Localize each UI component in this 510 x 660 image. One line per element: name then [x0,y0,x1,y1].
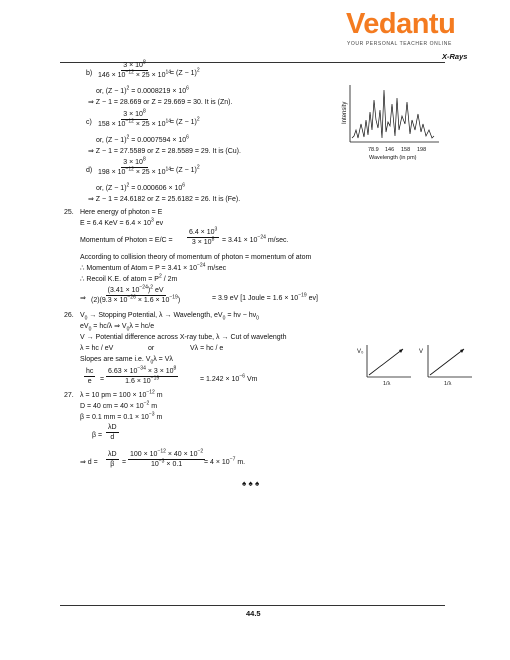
part-d-fraction [96,156,173,176]
spectrum-ylabel: Intensity [342,101,348,124]
chapter-title: X-Rays [442,52,468,61]
part-d-line2: or, $(Z - 1)^2 = 0.000606 \times 10^6$ [96,182,186,192]
part-c-label: c) [86,119,92,126]
q27-d-numerator1: λD [108,451,117,458]
q27-d-denominator2: $10^{-3} \times 0.1$ [150,458,183,468]
q27-line2: D = 40 cm = $40 \times 10^{-2}$ m [80,400,158,410]
footer-rule [60,605,445,606]
spectrum-xlabel: Wavelength (in pm) [369,155,417,161]
spectrum-tick-4: 198 [417,147,427,153]
q26-number: 26. [64,312,74,319]
part-b-label: b) [86,70,93,77]
spectrum-tick-3: 158 [401,147,411,153]
spectrum-curve [352,90,434,138]
part-d-rhs: = $(Z - 1)^2$ [170,164,200,174]
part-b-line3: ⇒ Z − 1 = 28.669 or Z = 29.669 = 30. It is (Zn). [88,99,233,106]
spectrum-tick-2: 146 [385,147,395,153]
spectrum-graph [335,80,445,166]
q25-ke-denominator: $(2)(9.3 \times 10^{-26} \times 1.6 \times 10^{-19})$ [91,294,181,304]
q26-value-rhs: = $1.242 \times 10^{-6}$ Vm [200,373,258,383]
graph-v0-vs-inverse-lambda [357,343,415,387]
part-c-line2: or, $(Z - 1)^2 = 0.0007594 \times 10^6$ [96,134,189,144]
part-c-fraction [96,108,173,128]
q25-line2: E = 6.4 KeV = $6.4 \times 10^3$ ev [80,217,164,227]
q25-line4: According to collision theory of momentum of photon = momentum of atom [80,254,312,261]
q27-d-lhs: ⇒ d = [80,459,98,466]
q27-number: 27. [64,392,74,399]
q27-d-rhs: = $4 \times 10^{-7}$ m. [204,456,246,466]
q26-hc-numerator: hc [86,368,94,375]
q25-momentum-denominator: $3 \times 10^8$ [191,236,215,246]
q27-d-fraction1 [106,451,119,468]
q25-line6: ∴ Recoil K.E. of atom = $P^2 / 2m$ [80,273,178,283]
q25-number: 25. [64,209,74,216]
page-number: 44.5 [246,609,261,618]
spectrum-tick-1: 78.9 [368,147,379,153]
q26-hc-denominator: e [87,378,92,385]
graph2-line [430,349,464,375]
part-c-line3: ⇒ Z − 1 = 27.5589 or Z = 28.5589 = 29. It is (Cu). [88,148,241,155]
q25-momentum-rhs: = $3.41 \times 10^{-24}$ m/sec. [222,234,289,244]
part-d-line3: ⇒ Z − 1 = 24.6182 or Z = 25.6182 = 26. It is (Fe). [88,196,241,203]
part-b-rhs: = $(Z - 1)^2$ [170,67,200,77]
q25-ke-rhs: = 3.9 eV [1 Joule = $1.6 \times 10^{-19}$ ev] [212,292,318,302]
part-b-fraction [96,59,173,79]
q26-line4b: or [148,345,155,352]
graph2-xlabel: 1/λ [444,381,452,387]
vedantu-logo: Vedantu [346,8,456,40]
q26-value-numerator: $6.63 \times 10^{-34} \times 3 \times 10^8$ [108,365,177,375]
q25-momentum-numerator: $6.4 \times 10^3$ [189,226,218,236]
q26-value-denominator: $1.6 \times 10^{-19}$ [125,375,160,385]
graph1-ylabel: V₀ [357,349,364,355]
q27-line1: λ = 10 pm = $100 \times 10^{-12}$ m [80,389,163,399]
part-c-numerator: $3 \times 10^8$ [123,108,146,118]
q27-d-equals: = [122,459,127,466]
part-d-denominator: $198 \times 10^{-12} \times 25 \times 10^{14}$ [98,166,172,176]
q25-line1: Here energy of photon = E [80,209,163,216]
graph-v-vs-inverse-lambda [418,343,476,387]
part-d-numerator: $3 \times 10^8$ [123,156,146,166]
q26-line4a: λ = hc / eV [80,345,114,352]
graph2-arrowhead [460,349,464,353]
part-b-denominator: $146 \times 10^{-12} \times 25 \times 10^{14}$ [98,69,172,79]
q27-beta-numerator: λD [108,424,117,431]
q25-ke-numerator: $(3.41 \times 10^{-24})^2$ eV [107,284,164,294]
end-mark: ♠ ♠ ♠ [242,479,260,488]
q26-equals: = [100,376,105,383]
q27-beta-lhs: β = [92,432,103,439]
q26-hc-fraction [84,368,95,385]
q25-ke-fraction [89,284,182,304]
graph1-xlabel: 1/λ [383,381,391,387]
q26-line2: $eV_0 = hc/\lambda$ ⇒ $V_0\lambda = hc/e$ [80,323,155,333]
part-c-rhs: = $(Z - 1)^2$ [170,116,200,126]
graph1-arrowhead [399,349,403,353]
q25-momentum-fraction [187,226,219,246]
q26-line4c: Vλ = hc / e [190,345,224,352]
q27-beta-denominator: d [110,434,115,441]
q27-beta-fraction [106,424,119,441]
q26-line5: Slopes are same i.e. $V_0\lambda = V\lambda$ [80,356,173,366]
part-d-label: d) [86,167,93,174]
part-b-line2: or, $(Z - 1)^2 = 0.0008219 \times 10^6$ [96,85,189,95]
graph1-line [369,349,403,375]
part-b-numerator: $3 \times 10^8$ [123,59,146,69]
q27-line3: β = 0.1 mm = $0.1 \times 10^{-3}$ m [80,411,163,421]
graph2-ylabel: V [419,349,424,355]
q25-line5: ∴ Momentum of Atom = $P = 3.41 \times 10^{-24}$ m/sec [80,262,227,272]
part-c-denominator: $158 \times 10^{-12} \times 25 \times 10^{14}$ [98,118,172,128]
q25-implies-arrow: ⇒ [80,295,86,302]
q25-momentum-label: Momentum of Photon = E/C = [80,237,173,244]
q27-d-denominator1: β [110,461,115,468]
q26-line1: $V_0$ → Stopping Potential, λ → Wavelength, $eV_0 = h\nu - h\nu_0$ [80,312,259,322]
q27-d-fraction2 [128,448,205,468]
q26-value-fraction [106,365,178,385]
logo-tagline: YOUR PERSONAL TEACHER ONLINE [347,41,452,47]
q27-d-numerator2: $100 \times 10^{-12} \times 40 \times 10^{-2}$ [130,448,204,458]
q26-line3: V → Potential difference across X-ray tube, λ → Cut of wavelength [80,334,287,341]
